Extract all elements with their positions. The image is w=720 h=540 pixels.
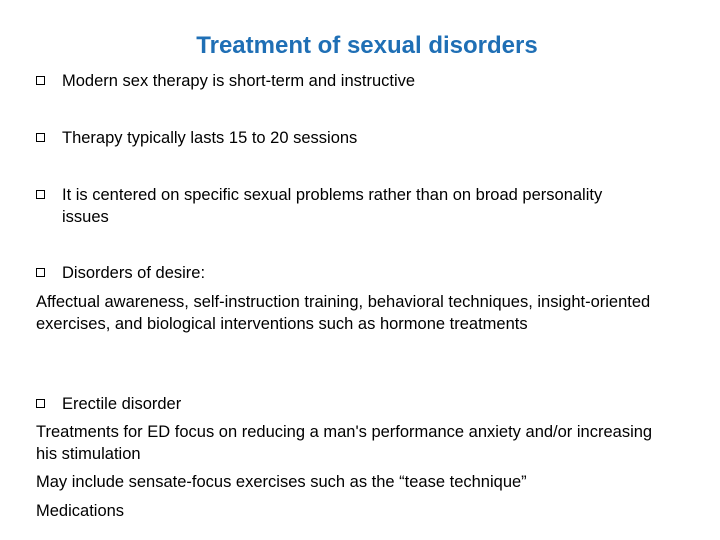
hollow-square-icon: [36, 399, 45, 408]
slide-title: Treatment of sexual disorders: [196, 32, 538, 59]
body-paragraph: Treatments for ED focus on reducing a man's performance anxiety and/or increasing his stimulation: [36, 423, 653, 463]
bullet-text: Erectile disorder: [62, 395, 182, 413]
body-paragraph: Medications: [36, 502, 125, 520]
bullet-text: It is centered on specific sexual problems rather than on broad personality issues: [62, 186, 603, 226]
hollow-square-icon: [36, 76, 45, 85]
body-paragraph: Affectual awareness, self-instruction training, behavioral techniques, insight-oriented exercises, and biological interventions such as hormone treatments: [36, 293, 651, 333]
bullet-text: Therapy typically lasts 15 to 20 sessions: [62, 129, 358, 147]
hollow-square-icon: [36, 133, 45, 142]
body-paragraph: May include sensate-focus exercises such as the “tease technique”: [36, 473, 527, 491]
hollow-square-icon: [36, 268, 45, 277]
bullet-text: Disorders of desire:: [62, 264, 206, 282]
bullet-text: Modern sex therapy is short-term and instructive: [62, 72, 416, 90]
hollow-square-icon: [36, 190, 45, 199]
